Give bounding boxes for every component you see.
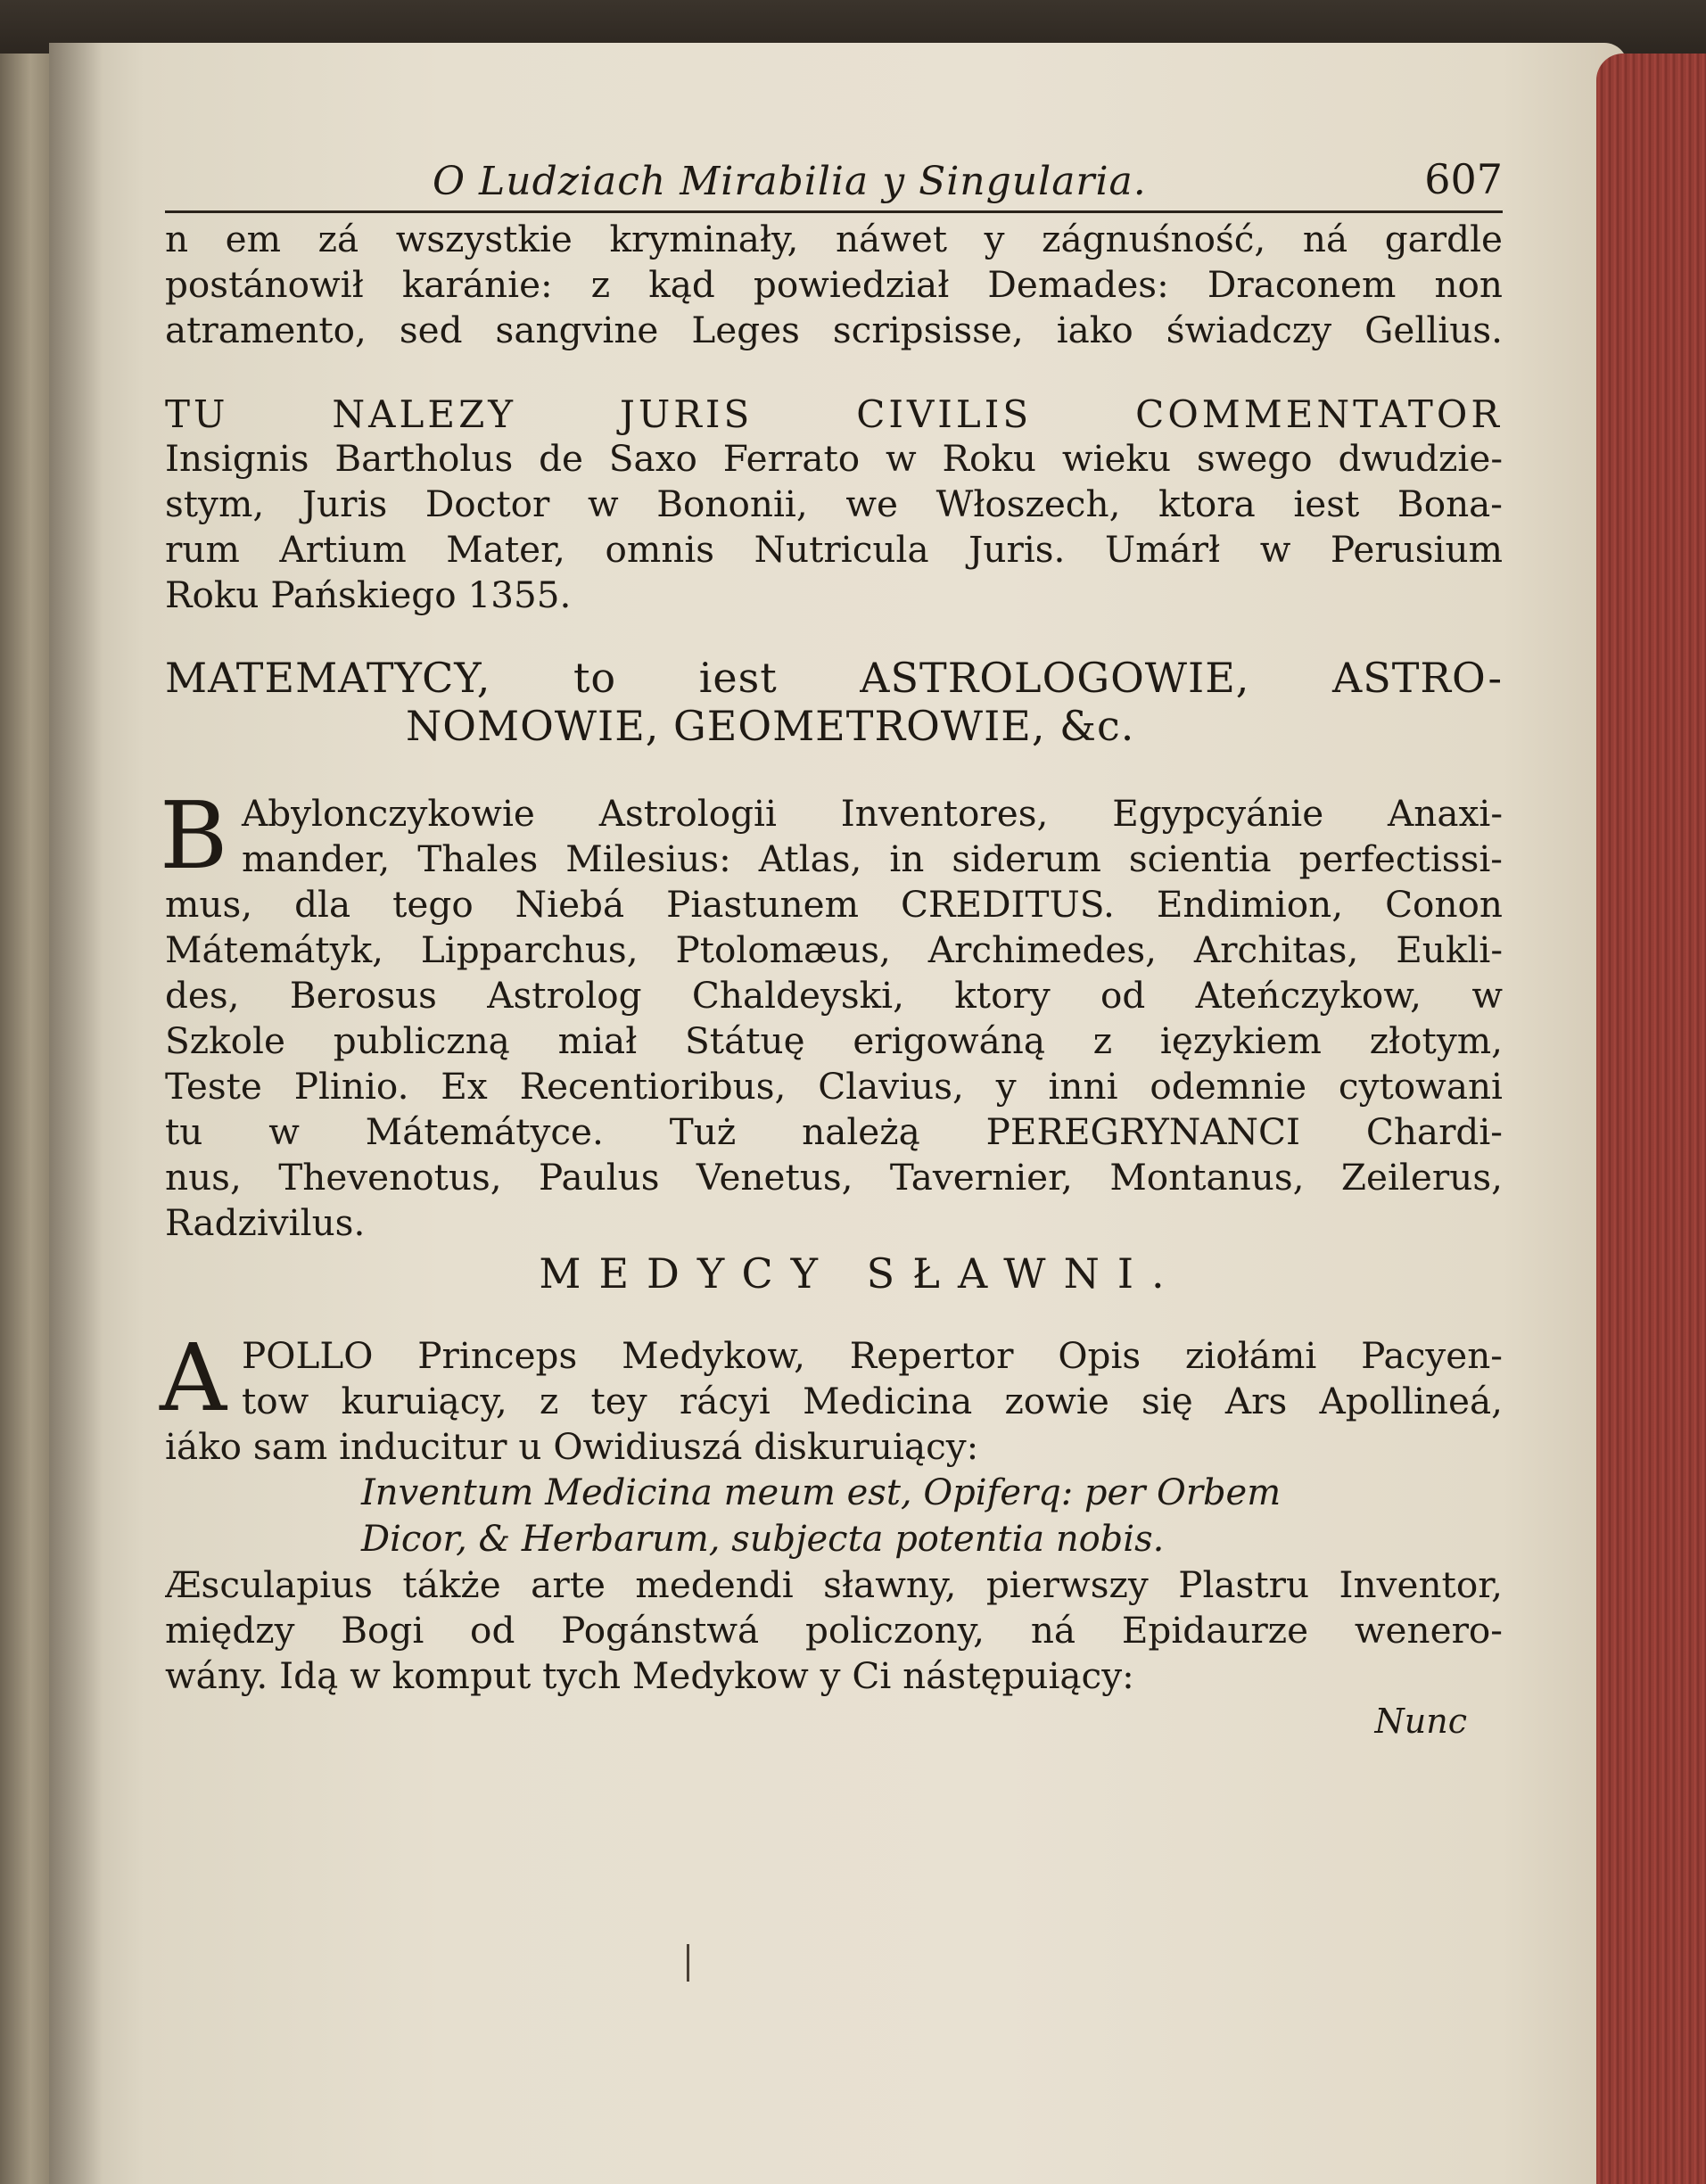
matematycy-paragraph [160,781,1503,1246]
text-line: nus, Thevenotus, Paulus Venetus, Tavernier, Montanus, Zeilerus, [165,1156,1503,1199]
section-heading-juris: TU NALEZY JURIS CIVILIS COMMENTATOR [165,392,1503,436]
text-line: iáko sam inducitur u Owidiuszá diskuruiący: [165,1425,979,1468]
text-line: wány. Idą w komput tych Medykow y Ci nástępuiący: [165,1654,1134,1697]
text-line: tu w Mátemátyce. Tuż należą PEREGRYNANCI Chardi- [165,1110,1503,1153]
intro-paragraph [165,217,1503,353]
text-line: Szkole publiczną miał Státuę erigowáną z ięzykiem złotym, [165,1019,1503,1062]
text-line: między Bogi od Pogánstwá policzony, ná Epidaurze wenero- [165,1609,1503,1652]
drop-cap-a: A [160,1323,227,1432]
text-line: Æsculapius tákże arte medendi sławny, pierwszy Plastru Inventor, [165,1563,1503,1606]
juris-paragraph [165,436,1503,618]
text-line: Roku Pańskiego 1355. [165,573,572,616]
text-line: mander, Thales Milesius: Atlas, in siderum scientia perfectissi- [242,837,1503,880]
left-page-edge [0,54,55,2184]
text-line: Insignis Bartholus de Saxo Ferrato w Roku wieku swego dwudzie- [165,437,1503,480]
text-line: tow kuruiący, z tey rácyi Medicina zowie się Ars Apollineá, [242,1380,1503,1422]
section-heading-medycy: MEDYCY SŁAWNI. [539,1249,1183,1298]
ink-mark [687,1944,689,1982]
text-line: Abylonczykowie Astrologii Inventores, Egypcyánie Anaxi- [242,792,1503,835]
ovid-verse [165,1470,1503,1562]
running-title: O Ludziach Mirabilia y Singularia. [433,159,1147,204]
text-line: Teste Plinio. Ex Recentioribus, Clavius, y inni odemnie cytowani [165,1065,1503,1108]
text-line: Mátemátyk, Lipparchus, Ptolomæus, Archimedes, Architas, Eukli- [165,928,1503,971]
text-line: stym, Juris Doctor w Bononii, we Włoszech, ktora iest Bona- [165,482,1503,525]
text-line: POLLO Princeps Medykow, Repertor Opis ziołámi Pacyen- [242,1334,1503,1377]
verse-line: Dicor, & Herbarum, subjecta potentia nobis. [361,1519,1165,1560]
medycy-paragraph [160,1323,1503,1470]
section-heading-matematycy-continued: NOMOWIE, GEOMETROWIE, &c. [406,702,1135,750]
text-line: Radzivilus. [165,1201,366,1244]
text-line: rum Artium Mater, omnis Nutricula Juris. Umárł w Perusium [165,528,1503,571]
catchword: Nunc [1374,1702,1467,1741]
text-line: postánowił karánie: z kąd powiedział Demades: Draconem non [165,263,1503,306]
text-line: mus, dla tego Niebá Piastunem CREDITUS. Endimion, Conon [165,883,1503,926]
running-head [165,143,1503,213]
section-heading-matematycy: MATEMATYCY, to iest ASTROLOGOWIE, ASTRO- [165,654,1503,702]
text-line: n em zá wszystkie kryminały, náwet y zágnuśność, ná gardle [165,218,1503,260]
page-number: 607 [1424,155,1503,203]
red-fore-edge [1596,54,1706,2184]
verse-line: Inventum Medicina meum est, Opiferq: per Orbem [361,1472,1282,1513]
aesculapius-paragraph [165,1562,1503,1699]
text-line: atramento, sed sangvine Leges scripsisse, iako świadczy Gellius. [165,309,1503,351]
drop-cap-b: B [160,781,228,890]
text-line: des, Berosus Astrolog Chaldeyski, ktory od Ateńczykow, w [165,974,1503,1017]
page-content [160,143,1503,1743]
gutter-shadow [49,43,103,2184]
